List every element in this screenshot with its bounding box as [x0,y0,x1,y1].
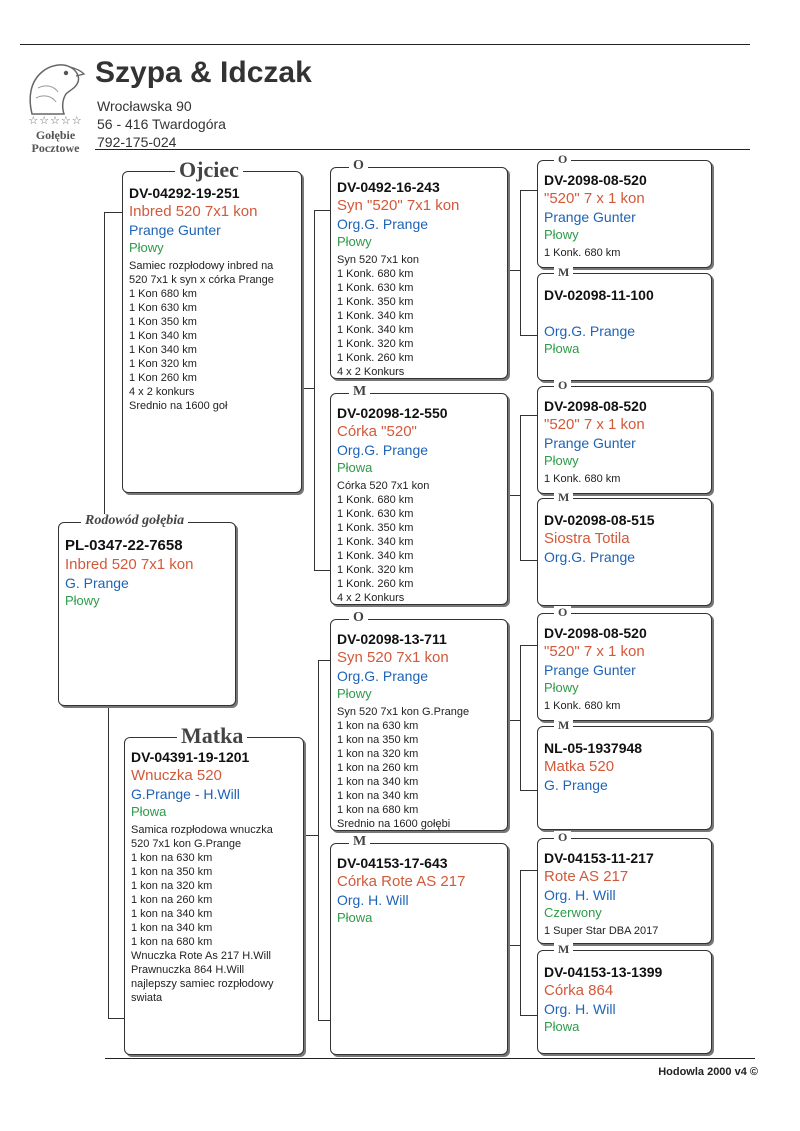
connector [314,210,315,570]
mm-breeder: Org. H. Will [337,892,409,908]
fff-card [537,152,712,268]
ff-notes [337,253,501,379]
note-line: Srednio na 1600 goł [129,400,228,412]
note-line: Srednio na 1600 gołębi [337,818,451,830]
connector [520,1015,538,1016]
connector [520,790,538,791]
fm-name: Córka "520" [337,423,417,440]
mother-mother-card [330,834,508,1055]
subject-color: Płowy [65,593,100,608]
note-line: 1 kon na 340 km [131,922,213,934]
note-line: 1 Konk. 260 km [337,578,414,590]
note-line: 1 kon na 320 km [337,748,419,760]
connector [508,495,520,496]
mff-card [537,605,712,721]
note-line: 1 kon na 630 km [337,720,419,732]
mmf-ring: DV-04153-11-217 [544,850,654,866]
mother-color: Płowa [131,804,167,819]
connector [104,212,105,524]
mf-title: O [349,611,368,625]
mfm-title: M [554,719,573,731]
mother-breeder: G.Prange - H.Will [131,786,240,802]
subject-ring: PL-0347-22-7658 [65,537,183,554]
fff-color: Płowy [544,227,579,242]
father-breeder: Prange Gunter [129,222,221,238]
note-line: 1 kon na 350 km [337,734,419,746]
connector [108,1018,124,1019]
fff-title: O [554,153,571,165]
mfm-breeder: G. Prange [544,777,608,793]
mother-name: Wnuczka 520 [131,767,222,784]
mm-title: M [349,835,370,849]
mother-father-card [330,610,508,831]
fmf-breeder: Prange Gunter [544,435,636,451]
note-line: 1 Konk. 350 km [337,296,414,308]
logo-text-golebie: Gołębie [35,128,76,142]
mf-breeder: Org.G. Prange [337,668,429,684]
mmm-name: Córka 864 [544,982,614,999]
ff-ring: DV-0492-16-243 [337,179,440,195]
breeder-name: Szypa & Idczak [95,56,312,89]
address-city: 56 - 416 Twardogóra [97,116,226,132]
father-name: Inbred 520 7x1 kon [129,203,258,220]
note-line: 1 kon na 340 km [337,790,419,802]
note-line: 1 Kon 340 km [129,330,197,342]
fmf-title: O [554,379,571,391]
note-line: 1 Konk. 680 km [337,268,414,280]
note-line: 1 kon na 680 km [337,804,419,816]
note-line: Córka 520 7x1 kon [337,480,430,492]
note-line: 1 Konk. 320 km [337,564,414,576]
note-line: Samica rozpłodowa wnuczka [131,824,273,836]
mmm-color: Płowa [544,1019,580,1034]
connector [520,415,538,416]
ff-breeder: Org.G. Prange [337,216,429,232]
note-line: 1 Konk. 340 km [337,536,414,548]
footer-rule [105,1058,755,1059]
connector [520,870,521,1015]
note-line: 1 Kon 340 km [129,344,197,356]
mfm-card [537,718,712,830]
connector [508,720,520,721]
mf-notes [337,705,501,831]
connector [520,335,538,336]
note-line: 1 kon na 260 km [131,894,213,906]
father-color: Płowy [129,240,164,255]
note-line: 1 kon na 340 km [131,908,213,920]
mother-card [124,723,304,1055]
mf-color: Płowy [337,686,372,701]
fmm-title: M [554,491,573,503]
subject-breeder: G. Prange [65,575,129,591]
fmm-name: Siostra Totila [544,530,630,547]
father-father-card [330,158,508,379]
subject-card [58,513,236,706]
connector [508,945,520,946]
connector [318,660,319,1020]
note-line: 1 Konk. 340 km [337,310,414,322]
connector [520,415,521,560]
mff-title: O [554,606,571,618]
mother-ring: DV-04391-19-1201 [131,749,250,765]
note-line: 1 kon na 630 km [131,852,213,864]
note-line: 1 kon na 260 km [337,762,419,774]
mmm-breeder: Org. H. Will [544,1001,616,1017]
note-line: 1 Konk. 350 km [337,522,414,534]
fff-note: 1 Konk. 680 km [544,247,621,259]
address-street: Wrocławska 90 [97,98,192,114]
ffm-card [537,265,712,381]
note-line: 4 x 2 konkurs [129,386,195,398]
note-line: 1 Konk. 630 km [337,508,414,520]
note-line: 1 Kon 630 km [129,302,197,314]
note-line: 1 Konk. 340 km [337,550,414,562]
connector [520,190,538,191]
ff-title: O [349,159,368,173]
mother-notes [131,823,297,1005]
mm-color: Płowa [337,910,373,925]
mff-name: "520" 7 x 1 kon [544,643,645,660]
fmf-card [537,378,712,494]
ffm-color: Płowa [544,341,580,356]
note-line: 1 Kon 350 km [129,316,197,328]
logo-stars: ☆☆☆☆☆ [28,115,83,127]
mf-ring: DV-02098-13-711 [337,631,447,647]
note-line: najlepszy samiec rozpłodowy [131,978,274,990]
spacer [544,304,705,318]
connector [520,645,538,646]
mmm-ring: DV-04153-13-1399 [544,964,663,980]
fm-title: M [349,385,370,399]
note-line: 1 Konk. 630 km [337,282,414,294]
note-line: Prawnuczka 864 H.Will [131,964,245,976]
note-line: 520 7x1 k syn x córka Prange [129,274,274,286]
mmf-card [537,830,712,944]
mmf-name: Rote AS 217 [544,868,629,885]
note-line: Syn 520 7x1 kon [337,254,419,266]
connector [520,560,538,561]
mmf-breeder: Org. H. Will [544,887,616,903]
logo [18,58,93,153]
note-line: 1 kon na 680 km [131,936,213,948]
fm-ring: DV-02098-12-550 [337,405,448,421]
fmf-color: Płowy [544,453,579,468]
software-footer: Hodowla 2000 v4 © [658,1066,758,1078]
fm-color: Płowa [337,460,373,475]
subject-title: Rodowód gołębia [81,514,188,528]
connector [302,388,314,389]
note-line: 4 x 2 Konkurs [337,366,405,378]
note-line: Wnuczka Rote As 217 H.Will [131,950,271,962]
father-notes [129,259,295,413]
connector [520,190,521,335]
fff-name: "520" 7 x 1 kon [544,190,645,207]
note-line: 1 kon na 320 km [131,880,213,892]
ffm-breeder: Org.G. Prange [544,323,636,339]
top-rule [20,44,750,45]
father-mother-card [330,384,508,605]
connector [104,212,124,213]
ffm-ring: DV-02098-11-100 [544,287,654,303]
ff-color: Płowy [337,234,372,249]
note-line: 1 Konk. 680 km [337,494,414,506]
mfm-ring: NL-05-1937948 [544,740,643,756]
logo-text-pocztowe: Pocztowe [31,141,80,155]
connector [520,870,538,871]
fmf-note: 1 Konk. 680 km [544,473,621,485]
mff-color: Płowy [544,680,579,695]
ffm-title: M [554,266,573,278]
note-line: 1 kon na 350 km [131,866,213,878]
mfm-name: Matka 520 [544,758,615,775]
fff-ring: DV-2098-08-520 [544,172,647,188]
subject-name: Inbred 520 7x1 kon [65,556,194,573]
mff-note: 1 Konk. 680 km [544,700,621,712]
mmf-color: Czerwony [544,905,602,920]
mm-ring: DV-04153-17-643 [337,855,448,871]
note-line: 1 Konk. 320 km [337,338,414,350]
mm-name: Córka Rote AS 217 [337,873,466,890]
note-line: 1 Kon 260 km [129,372,197,384]
mmf-note: 1 Super Star DBA 2017 [544,925,659,937]
mmf-title: O [554,831,571,843]
connector [108,700,109,1018]
note-line: 4 x 2 Konkurs [337,592,405,604]
fmf-name: "520" 7 x 1 kon [544,416,645,433]
fm-breeder: Org.G. Prange [337,442,429,458]
pigeon-logo-icon [18,58,93,116]
fmm-card [537,490,712,606]
connector [520,645,521,790]
note-line: 1 kon na 340 km [337,776,419,788]
ff-name: Syn "520" 7x1 kon [337,197,460,214]
father-ring: DV-04292-19-251 [129,185,240,201]
mmm-title: M [554,943,573,955]
fmm-ring: DV-02098-08-515 [544,512,655,528]
mff-ring: DV-2098-08-520 [544,625,647,641]
note-line: Samiec rozpłodowy inbred na [129,260,274,272]
father-card [122,157,302,493]
note-line: Syn 520 7x1 kon G.Prange [337,706,470,718]
fm-notes [337,479,501,605]
connector [508,270,520,271]
note-line: 1 Konk. 260 km [337,352,414,364]
note-line: 1 Kon 320 km [129,358,197,370]
mf-name: Syn 520 7x1 kon [337,649,449,666]
fmf-ring: DV-2098-08-520 [544,398,647,414]
father-title: Ojciec [175,159,243,181]
note-line: swiata [131,992,163,1004]
phone-number: 792-175-024 [97,134,177,150]
header-bottom-rule [95,149,750,150]
fff-breeder: Prange Gunter [544,209,636,225]
mff-breeder: Prange Gunter [544,662,636,678]
mmm-card [537,942,712,1054]
fmm-breeder: Org.G. Prange [544,549,636,565]
mother-title: Matka [177,725,247,747]
connector [303,835,318,836]
note-line: 520 7x1 kon G.Prange [131,838,242,850]
note-line: 1 Konk. 340 km [337,324,414,336]
note-line: 1 Kon 680 km [129,288,197,300]
